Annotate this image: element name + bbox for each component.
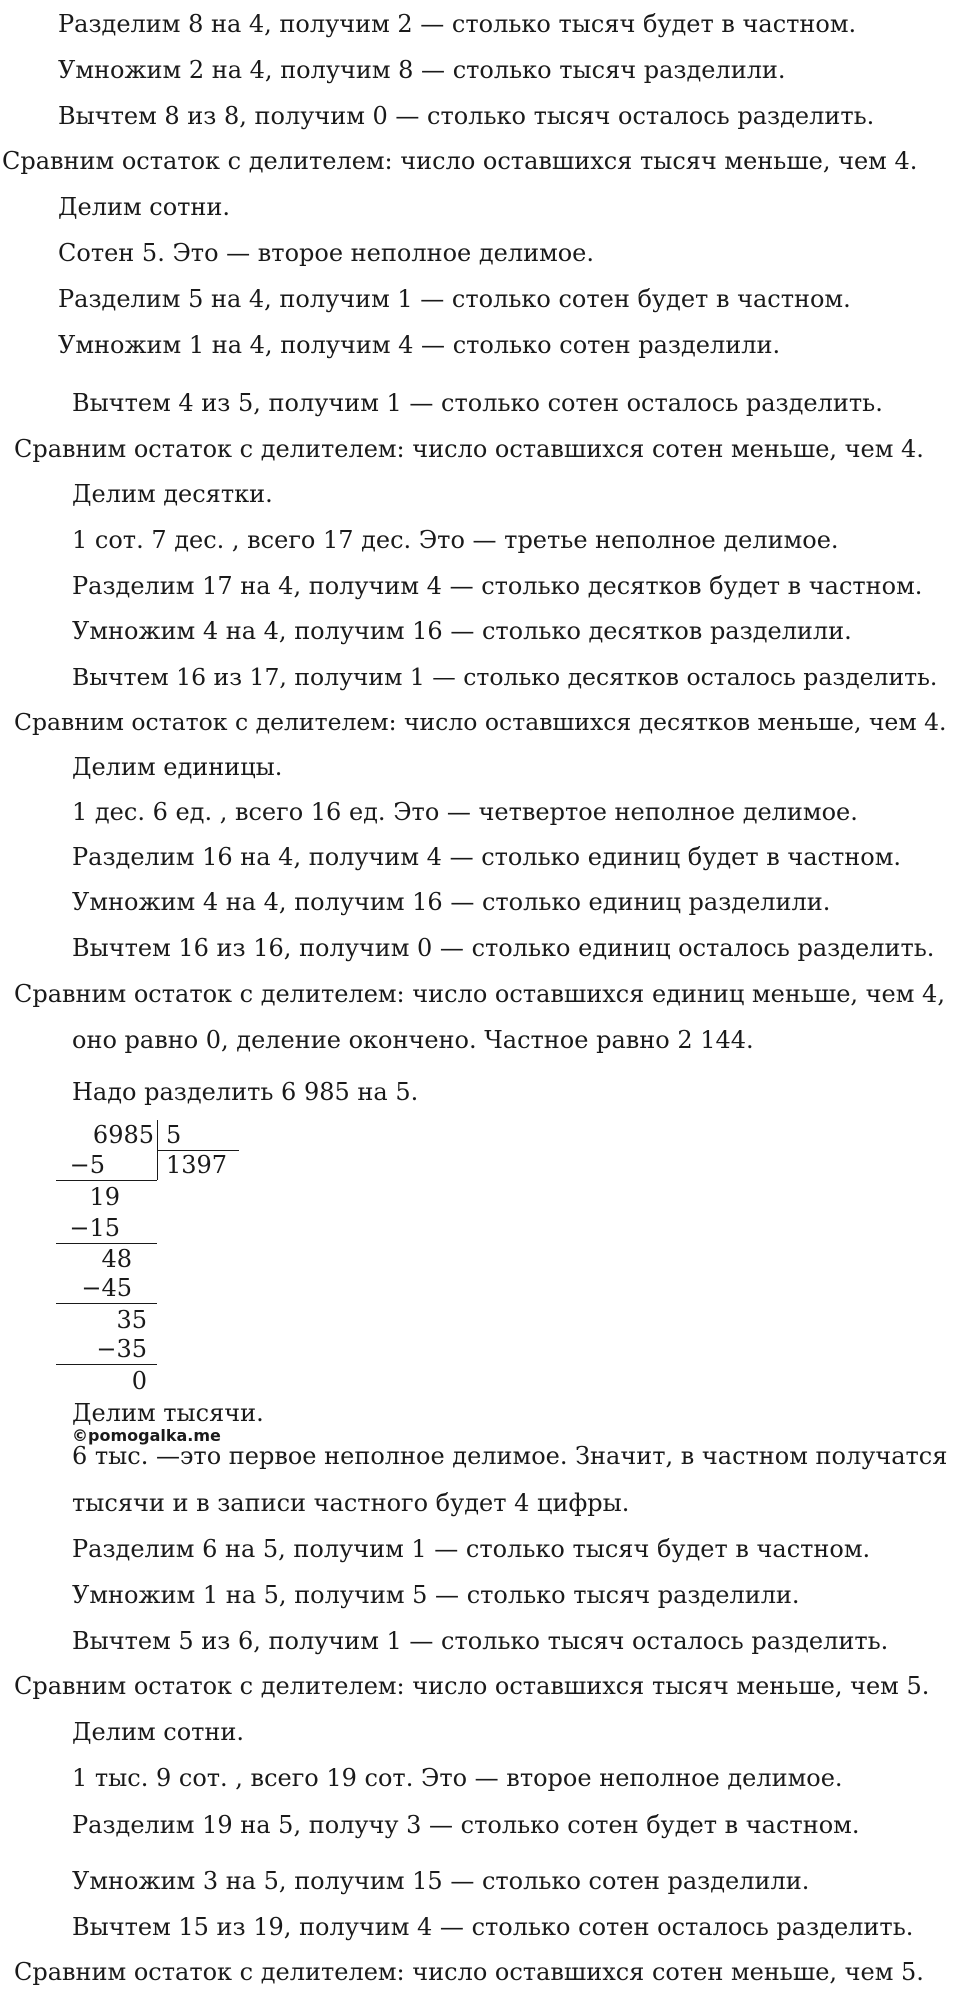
text-line: Умножим 4 на 4, получим 16 — столько десятков разделили. <box>72 617 852 645</box>
text-line: Разделим 8 на 4, получим 2 — столько тысяч будет в частном. <box>58 10 857 38</box>
division-vertical-bar <box>157 1120 158 1180</box>
text-line: 1 дес. 6 ед. , всего 16 ед. Это — четвертое неполное делимое. <box>72 798 858 826</box>
text-line: Вычтем 4 из 5, получим 1 — столько сотен осталось разделить. <box>72 389 883 417</box>
text-line: оно равно 0, деление окончено. Частное равно 2 144. <box>72 1026 754 1054</box>
text-line: Умножим 1 на 5, получим 5 — столько тысяч разделили. <box>72 1581 800 1609</box>
division-step: 48 <box>101 1245 132 1273</box>
text-line: Разделим 16 на 4, получим 4 — столько единиц будет в частном. <box>72 843 902 871</box>
text-line: Делим десятки. <box>72 480 273 508</box>
text-line: Вычтем 16 из 17, получим 1 — столько десятков осталось разделить. <box>72 663 938 691</box>
division-underline <box>56 1243 157 1244</box>
text-line: Умножим 3 на 5, получим 15 — столько сотен разделили. <box>72 1867 810 1895</box>
text-line: Делим сотни. <box>72 1718 245 1746</box>
text-line: Делим тысячи. <box>72 1399 264 1427</box>
text-line: Сравним остаток с делителем: число оставшихся сотен меньше, чем 5. <box>14 1958 924 1986</box>
division-divisor: 5 <box>166 1121 182 1149</box>
division-step: −35 <box>96 1335 147 1363</box>
division-step: −15 <box>69 1214 120 1242</box>
division-underline <box>56 1364 157 1365</box>
text-line: Сотен 5. Это — второе неполное делимое. <box>58 239 595 267</box>
text-line: Сравним остаток с делителем: число оставшихся сотен меньше, чем 4. <box>14 435 924 463</box>
text-line: Сравним остаток с делителем: число оставшихся единиц меньше, чем 4, <box>14 980 945 1008</box>
text-line: Умножим 2 на 4, получим 8 — столько тысяч разделили. <box>58 56 786 84</box>
watermark: ©pomogalka.me <box>72 1426 221 1445</box>
text-line: Вычтем 15 из 19, получим 4 — столько сотен осталось разделить. <box>72 1913 914 1941</box>
text-line: Надо разделить 6 985 на 5. <box>72 1078 419 1106</box>
text-line: Вычтем 8 из 8, получим 0 — столько тысяч осталось разделить. <box>58 102 875 130</box>
text-line: Сравним остаток с делителем: число оставшихся десятков меньше, чем 4. <box>14 708 947 736</box>
text-line: тысячи и в записи частного будет 4 цифры. <box>72 1489 630 1517</box>
division-divisor-line <box>157 1150 239 1151</box>
text-line: Разделим 6 на 5, получим 1 — столько тысяч будет в частном. <box>72 1535 871 1563</box>
division-underline <box>56 1180 157 1181</box>
division-step: −45 <box>81 1274 132 1302</box>
division-step: 19 <box>89 1183 120 1211</box>
text-line: 6 тыс. —это первое неполное делимое. Значит, в частном получатся <box>72 1442 948 1470</box>
text-line: Разделим 17 на 4, получим 4 — столько десятков будет в частном. <box>72 572 923 600</box>
text-line: Сравним остаток с делителем: число оставшихся тысяч меньше, чем 5. <box>14 1672 930 1700</box>
text-line: Вычтем 16 из 16, получим 0 — столько единиц осталось разделить. <box>72 934 935 962</box>
division-step: 35 <box>116 1306 147 1334</box>
text-line: 1 сот. 7 дес. , всего 17 дес. Это — третье неполное делимое. <box>72 526 839 554</box>
text-line: Вычтем 5 из 6, получим 1 — столько тысяч осталось разделить. <box>72 1627 889 1655</box>
division-step: −5 <box>69 1151 105 1179</box>
division-quotient: 1397 <box>166 1151 228 1179</box>
text-line: Делим сотни. <box>58 193 231 221</box>
text-line: 1 тыс. 9 сот. , всего 19 сот. Это — второе неполное делимое. <box>72 1764 843 1792</box>
text-line: Разделим 19 на 5, получу 3 — столько сотен будет в частном. <box>72 1811 860 1839</box>
text-line: Делим единицы. <box>72 753 283 781</box>
text-line: Разделим 5 на 4, получим 1 — столько сотен будет в частном. <box>58 285 851 313</box>
text-line: Умножим 4 на 4, получим 16 — столько единиц разделили. <box>72 888 831 916</box>
division-dividend: 6985 <box>92 1121 154 1149</box>
text-line: Умножим 1 на 4, получим 4 — столько сотен разделили. <box>58 331 781 359</box>
division-underline <box>56 1303 157 1304</box>
division-step: 0 <box>131 1367 147 1395</box>
text-line: Сравним остаток с делителем: число оставшихся тысяч меньше, чем 4. <box>2 147 918 175</box>
